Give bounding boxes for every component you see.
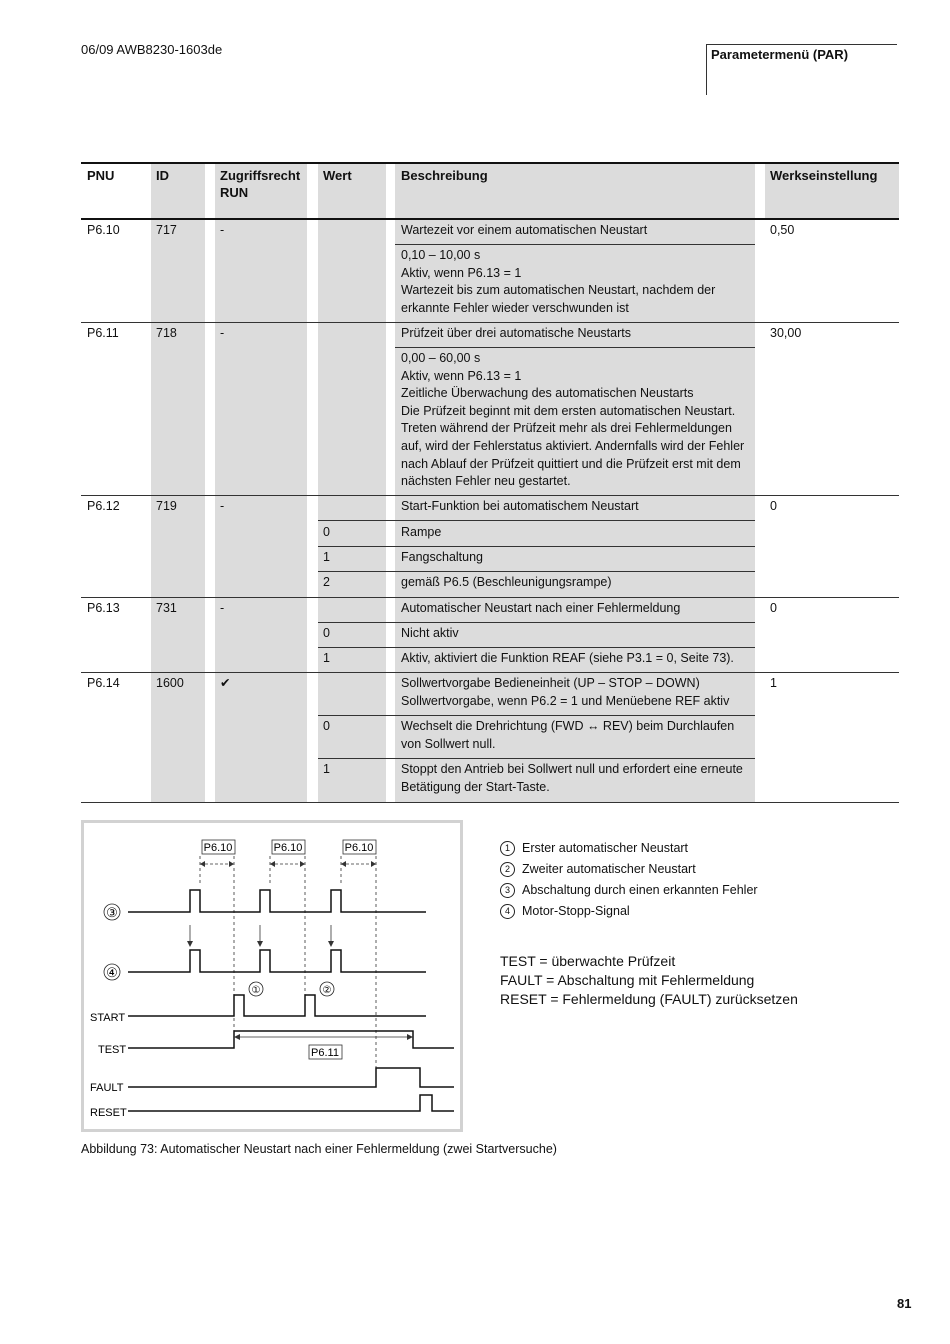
signal-label-3: ③ — [106, 905, 118, 920]
page-number: 81 — [897, 1296, 912, 1311]
legend-item — [500, 859, 758, 880]
col-header-id: ID — [156, 168, 169, 183]
legend-item — [500, 880, 758, 901]
section-title: Parametermenü (PAR) — [711, 47, 849, 62]
legend-item — [500, 901, 758, 922]
col-header-pnu: PNU — [87, 168, 115, 183]
diagram-legend — [500, 838, 758, 922]
row-value: 1 — [323, 762, 330, 776]
p610-label-3: P6.10 — [344, 842, 374, 854]
row-id: 719 — [156, 499, 177, 513]
legend-item — [500, 838, 758, 859]
mark-1: ① — [251, 985, 261, 996]
number-3-icon: 3 — [500, 883, 515, 898]
checkmark-icon: ✔ — [220, 676, 231, 690]
row-default: 0,50 — [770, 223, 795, 237]
row-access: - — [220, 223, 225, 237]
row-default: 0 — [770, 601, 777, 615]
row-pnu: P6.12 — [87, 499, 120, 513]
parameter-table — [81, 162, 899, 804]
row-description: Automatischer Neustart nach einer Fehlermeldung — [401, 601, 681, 615]
abbr-fault: FAULT = Abschaltung mit Fehlermeldung — [500, 972, 755, 988]
row-id: 731 — [156, 601, 177, 615]
row-option: Fangschaltung — [401, 550, 484, 564]
col-header-default: Werkseinstellung — [770, 168, 878, 183]
p611-label: P6.11 — [311, 1047, 339, 1059]
row-option: Rampe — [401, 525, 442, 539]
row-pnu: P6.13 — [87, 601, 120, 615]
figure-caption: Abbildung 73: Automatischer Neustart nach einer Fehlermeldung (zwei Startversuche) — [81, 1142, 557, 1156]
row-option: Stoppt den Antrieb bei Sollwert null und erfordert eine erneute Betätigung der Start-Taste. — [401, 762, 743, 794]
row-description-detail: 0,10 – 10,00 s Aktiv, wenn P6.13 = 1 Wartezeit bis zum automatischen Neustart, nachdem der erkannte Fehler wieder verschwunden ist — [401, 248, 716, 315]
abbr-reset: RESET = Fehlermeldung (FAULT) zurücksetzen — [500, 991, 798, 1007]
row-default: 1 — [770, 676, 777, 690]
col-header-access: Zugriffsrecht RUN — [220, 168, 301, 200]
mark-2: ② — [322, 985, 332, 996]
row-option: Wechselt die Drehrichtung (FWD ↔ REV) beim Durchlaufen von Sollwert null. — [401, 719, 735, 751]
legend-text: Zweiter automatischer Neustart — [522, 862, 696, 876]
signal-label-4: ④ — [106, 965, 118, 980]
legend-text: Erster automatischer Neustart — [522, 841, 689, 855]
col-header-description: Beschreibung — [401, 168, 488, 183]
number-4-icon: 4 — [500, 904, 515, 919]
row-value: 0 — [323, 525, 330, 539]
row-description: Start-Funktion bei automatischem Neustart — [401, 499, 639, 513]
signal-label-fault: FAULT — [90, 1082, 124, 1094]
row-default: 0 — [770, 499, 777, 513]
timing-diagram — [81, 820, 463, 1132]
legend-text: Abschaltung durch einen erkannten Fehler — [522, 883, 758, 897]
document-id: 06/09 AWB8230-1603de — [81, 42, 223, 57]
row-description: Sollwertvorgabe Bedieneinheit (UP – STOP – DOWN) Sollwertvorgabe, wenn P6.2 = 1 und Menüebene REF aktiv — [401, 676, 730, 708]
row-option: gemäß P6.5 (Beschleunigungsrampe) — [401, 575, 612, 589]
row-description: Wartezeit vor einem automatischen Neustart — [401, 223, 648, 237]
row-id: 717 — [156, 223, 177, 237]
timing-diagram-svg — [84, 823, 460, 1129]
number-2-icon: 2 — [500, 862, 515, 877]
row-pnu: P6.10 — [87, 223, 120, 237]
abbr-test: TEST = überwachte Prüfzeit — [500, 953, 676, 969]
legend-text: Motor-Stopp-Signal — [522, 904, 630, 918]
p610-label-2: P6.10 — [273, 842, 303, 854]
col-header-value: Wert — [323, 168, 352, 183]
row-id: 1600 — [156, 676, 184, 690]
row-access: - — [220, 601, 225, 615]
abbreviations — [500, 952, 798, 1009]
row-access: - — [220, 326, 225, 340]
row-default: 30,00 — [770, 326, 802, 340]
row-pnu: P6.11 — [87, 326, 119, 340]
row-value: 1 — [323, 550, 330, 564]
row-option: Aktiv, aktiviert die Funktion REAF (siehe P3.1 = 0, Seite 73). — [401, 651, 734, 665]
row-value: 0 — [323, 719, 330, 733]
row-option: Nicht aktiv — [401, 626, 459, 640]
signal-label-test: TEST — [98, 1044, 127, 1056]
signal-label-start: START — [90, 1012, 126, 1024]
row-description-detail: 0,00 – 60,00 s Aktiv, wenn P6.13 = 1 Zeitliche Überwachung des automatischen Neustarts Die Prüfzeit beginnt mit dem ersten automatischen Neustart. Treten während der Prüfzeit mehr als drei Fehlermeldungen auf, wird der Fehlerstatus aktiviert. Andernfalls wird der Fehler nach Ablauf der Prüfzeit quittiert und die Prüfzeit erst mit dem nächsten Fehler neu gestartet. — [401, 351, 745, 489]
row-access: - — [220, 499, 225, 513]
row-value: 0 — [323, 626, 330, 640]
row-value: 2 — [323, 575, 330, 589]
row-description: Prüfzeit über drei automatische Neustarts — [401, 326, 631, 340]
number-1-icon: 1 — [500, 841, 515, 856]
signal-label-reset: RESET — [90, 1107, 127, 1119]
row-id: 718 — [156, 326, 177, 340]
row-value: 1 — [323, 651, 330, 665]
p610-label-1: P6.10 — [203, 842, 233, 854]
row-pnu: P6.14 — [87, 676, 120, 690]
